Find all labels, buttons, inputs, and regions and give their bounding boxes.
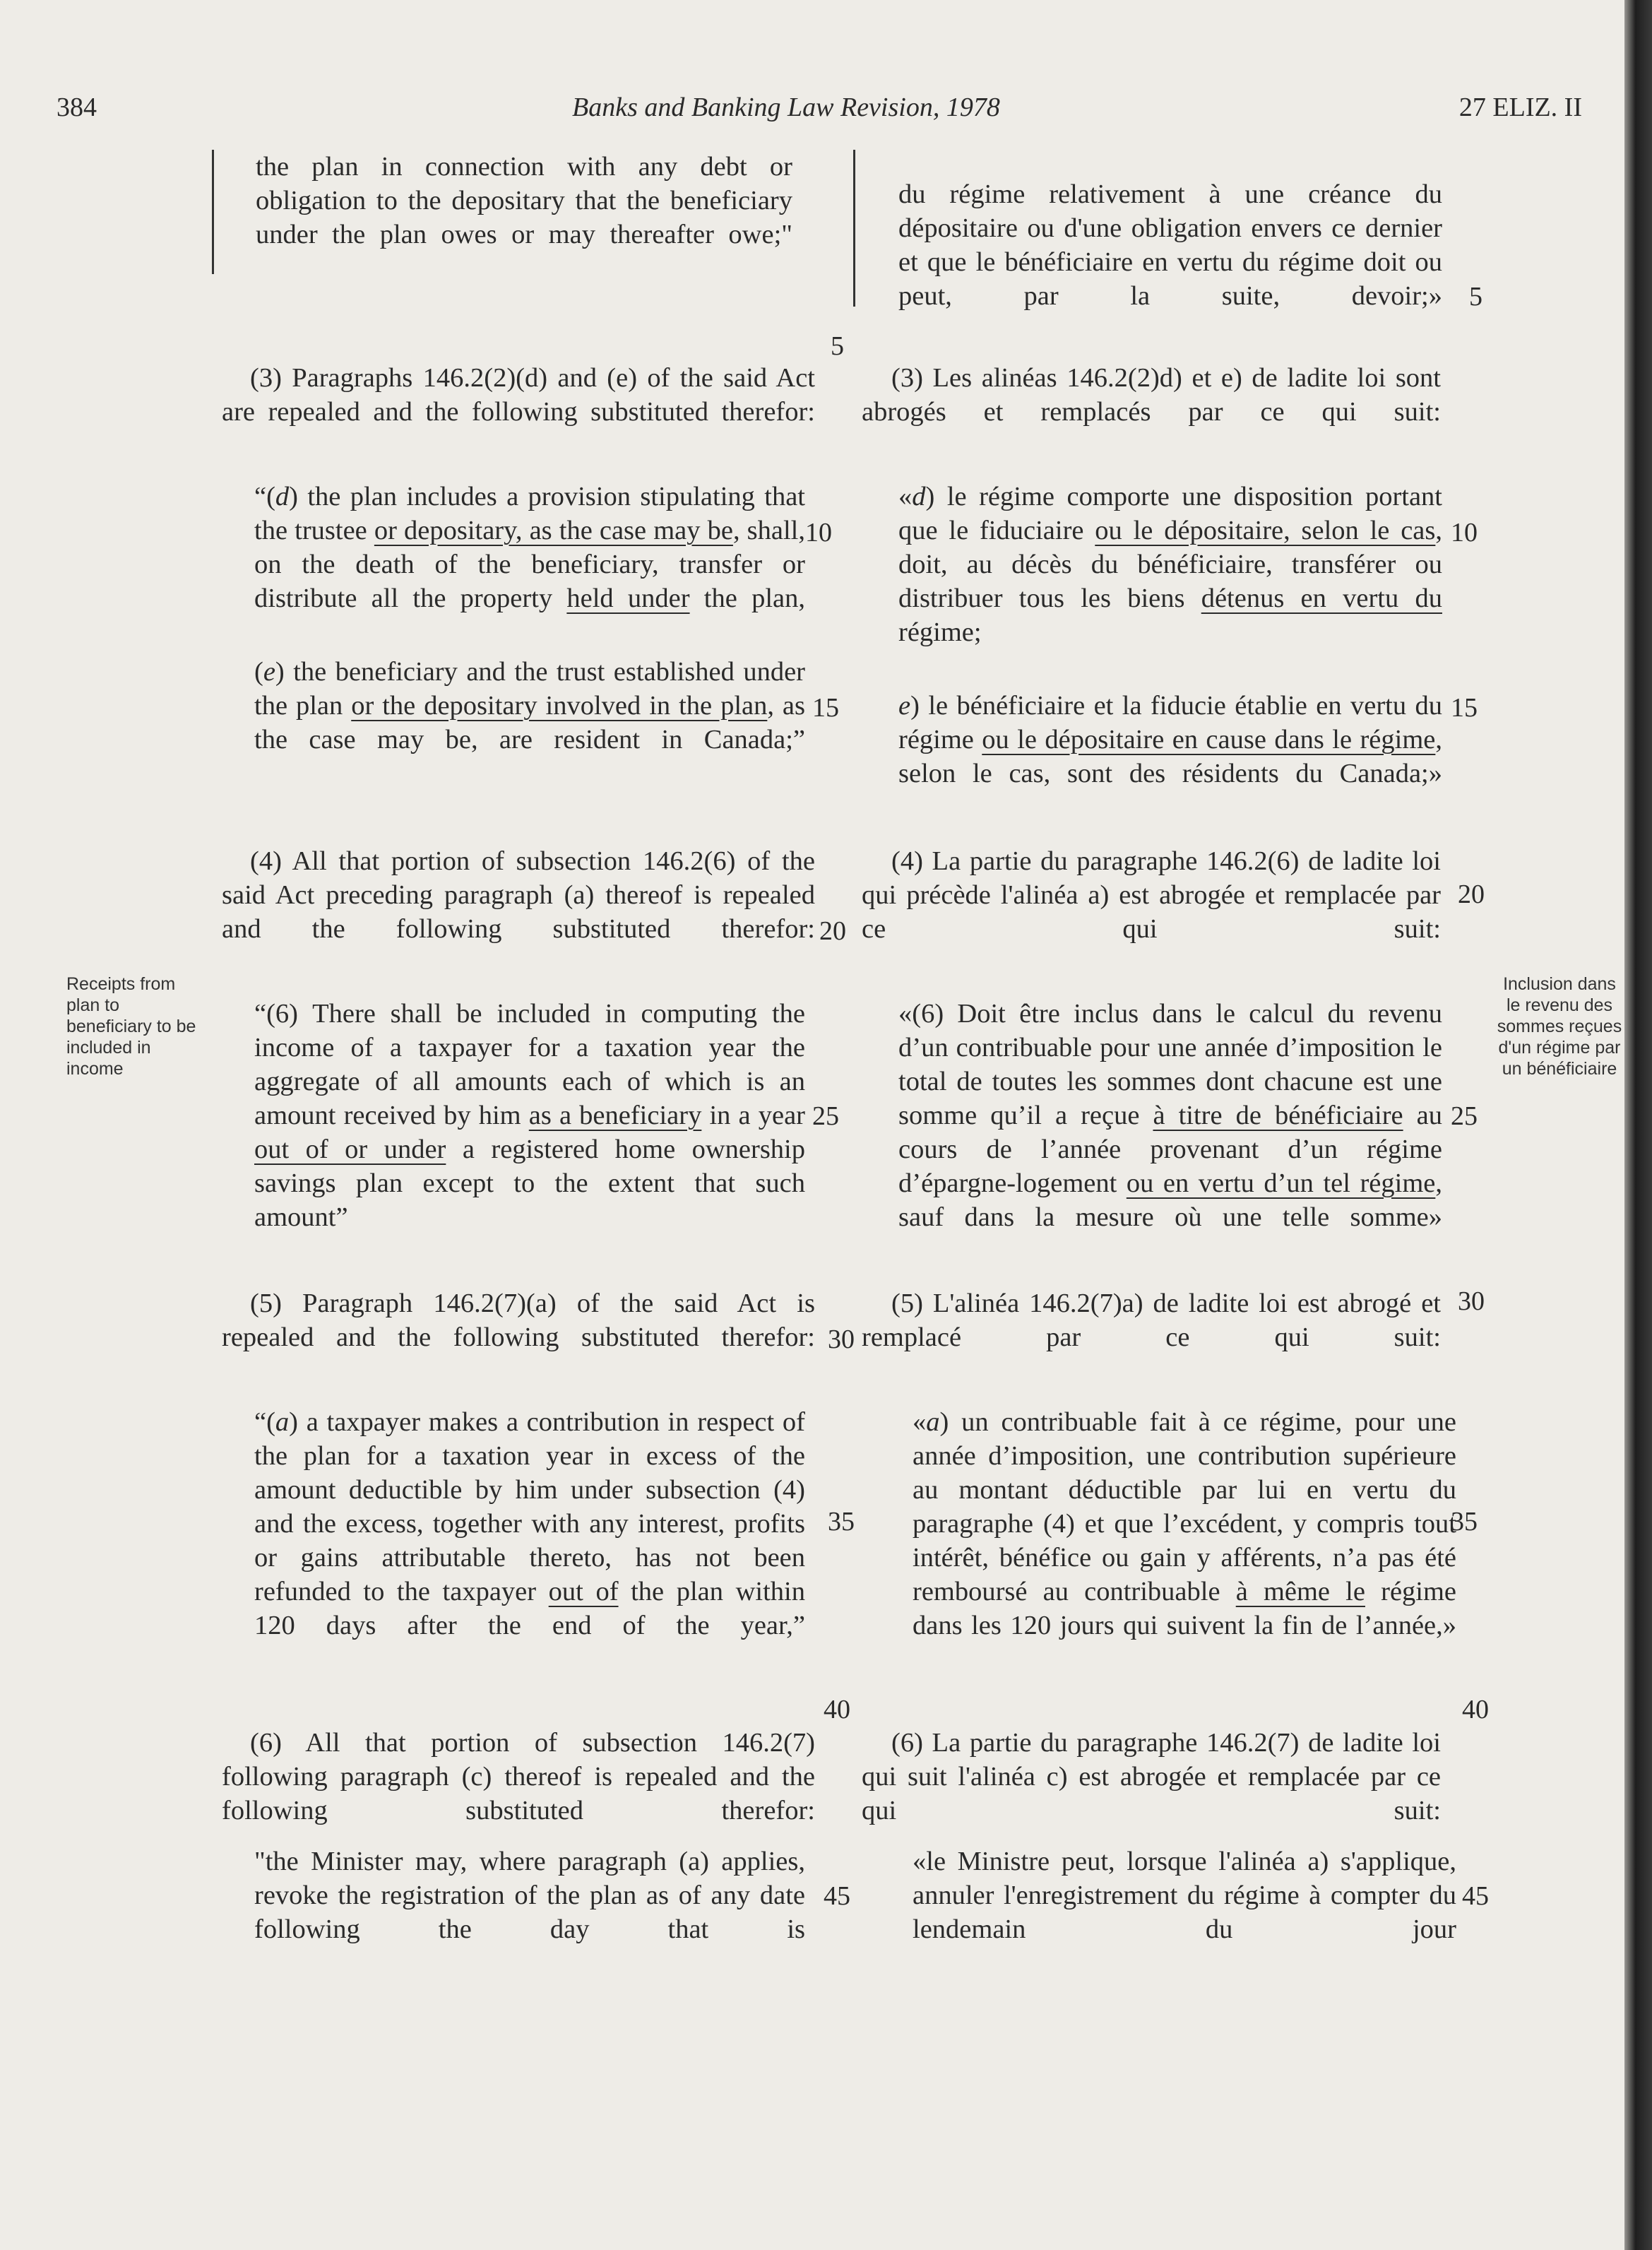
change-bar-right [853,150,855,307]
en-subsection-3: (3) Paragraphs 146.2(2)(d) and (e) of the said Act are repealed and the following substituted therefor: [222,362,815,427]
margin-note-left: Receipts from plan to beneficiary to be included in income [66,974,196,1079]
fr-paragraph-d: «d) le régime comporte une disposition portant que le fiduciaire ou le dépositaire, selon le cas, doit, au décès du bénéficiaire, transférer ou distribuer tous les biens détenus en vertu du régime; [898,481,1442,647]
margin-note-right: Inclusion dans le revenu des sommes reçues d'un régime par un bénéficiaire [1497,974,1622,1079]
fr-subsection-5: (5) L'alinéa 146.2(7)a) de ladite loi est abrogé et remplacé par ce qui suit: [862,1288,1441,1352]
line-number: 15 [812,693,839,723]
line-number: 25 [1451,1101,1478,1131]
en-paragraph-d: “(d) the plan includes a provision stipulating that the trustee or depositary, as the case may be, shall, on the death of the beneficiary, transfer or distribute all the property held under the plan, [254,481,805,613]
page-number: 384 [57,93,97,122]
line-number: 35 [828,1507,855,1536]
en-minister-text: "the Minister may, where paragraph (a) applies, revoke the registration of the plan as of any date following the day that is [254,1846,805,1944]
line-number: 10 [1451,518,1478,547]
line-number: 30 [828,1325,855,1354]
en-opening: the plan in connection with any debt or obligation to the depositary that the beneficiary under the plan owes or may thereafter owe;" [256,152,792,249]
line-number: 5 [1469,282,1482,312]
fr-subsection-4: (4) La partie du paragraphe 146.2(6) de ladite loi qui précède l'alinéa a) est abrogée et remplacée par ce qui suit: [862,846,1441,944]
fr-opening: du régime relativement à une créance du dépositaire ou d'une obligation envers ce dernier et que le bénéficiaire en vertu du régime doit ou peut, par la suite, devoir;» [898,179,1442,311]
en-subsection-4: (4) All that portion of subsection 146.2(6) of the said Act preceding paragraph (a) thereof is repealed and the following substituted therefor: [222,846,815,944]
line-number: 45 [1462,1881,1489,1911]
fr-subsection-3: (3) Les alinéas 146.2(2)d) et e) de ladite loi sont abrogés et remplacés par ce qui suit: [862,362,1441,427]
line-number: 10 [805,518,832,547]
line-number: 45 [824,1881,850,1911]
fr-subsection-6: (6) La partie du paragraphe 146.2(7) de ladite loi qui suit l'alinéa c) est abrogée et remplacée par ce qui suit: [862,1727,1441,1825]
en-subsection-6: (6) All that portion of subsection 146.2(7) following paragraph (c) thereof is repealed and the following substituted therefor: [222,1727,815,1825]
line-number: 30 [1458,1286,1485,1316]
en-paragraph-e: (e) the beneficiary and the trust established under the plan or the depositary involved in the plan, as the case may be, are resident in Canada;” [254,656,805,754]
en-paragraph-a: “(a) a taxpayer makes a contribution in respect of the plan for a taxation year in excess of the amount deductible by him under subsection (4) and the excess, together with any interest, profits or gains attributable thereto, has not been refunded to the taxpayer out of the plan within 120 days after the end of the year,” [254,1407,805,1640]
en-subsection-5: (5) Paragraph 146.2(7)(a) of the said Act is repealed and the following substituted therefor: [222,1288,815,1352]
fr-paragraph-e: e) le bénéficiaire et la fiducie établie en vertu du régime ou le dépositaire en cause dans le régime, selon le cas, sont des résidents du Canada;» [898,690,1442,788]
book-binding-edge [1624,0,1652,2250]
line-number: 35 [1451,1507,1478,1536]
line-number: 40 [824,1695,850,1724]
fr-paragraph-a: «a) un contribuable fait à ce régime, pour une année d’imposition, une contribution supérieure au montant déductible par lui en vertu du paragraphe (4) et que l’excédent, y compris tout intérêt, bénéfice ou gain y afférents, n’a pas été remboursé au contribuable à même le régime dans les 120 jours qui suivent la fin de l’année,» [913,1407,1457,1640]
en-subsection-6-text: “(6) There shall be included in computing the income of a taxpayer for a taxation year the aggregate of all amounts each of which is an amount received by him as a beneficiary in a year out of or under a registered home ownership savings plan except to the extent that such amount” [254,998,806,1232]
running-title: Banks and Banking Law Revision, 1978 [572,93,1000,122]
line-number: 40 [1462,1695,1489,1724]
regnal-year: 27 ELIZ. II [1458,93,1582,122]
line-number: 15 [1451,693,1478,723]
change-bar-left [212,150,214,274]
line-number: 20 [1458,880,1485,909]
fr-minister-text: «le Ministre peut, lorsque l'alinéa a) s'applique, annuler l'enregistrement du régime à compter du lendemain du jour [913,1846,1456,1944]
line-number: 5 [831,331,844,361]
fr-subsection-6-text: «(6) Doit être inclus dans le calcul du revenu d’un contribuable pour une année d’imposition le total de toutes les sommes dont chacune est une somme qu’il a reçue à titre de bénéficiaire au cours de l’année provenant d’un régime d’épargne-logement ou en vertu d’un tel régime, sauf dans la mesure où une telle somme» [898,998,1442,1232]
line-number: 25 [812,1101,839,1131]
line-number: 20 [819,916,846,946]
